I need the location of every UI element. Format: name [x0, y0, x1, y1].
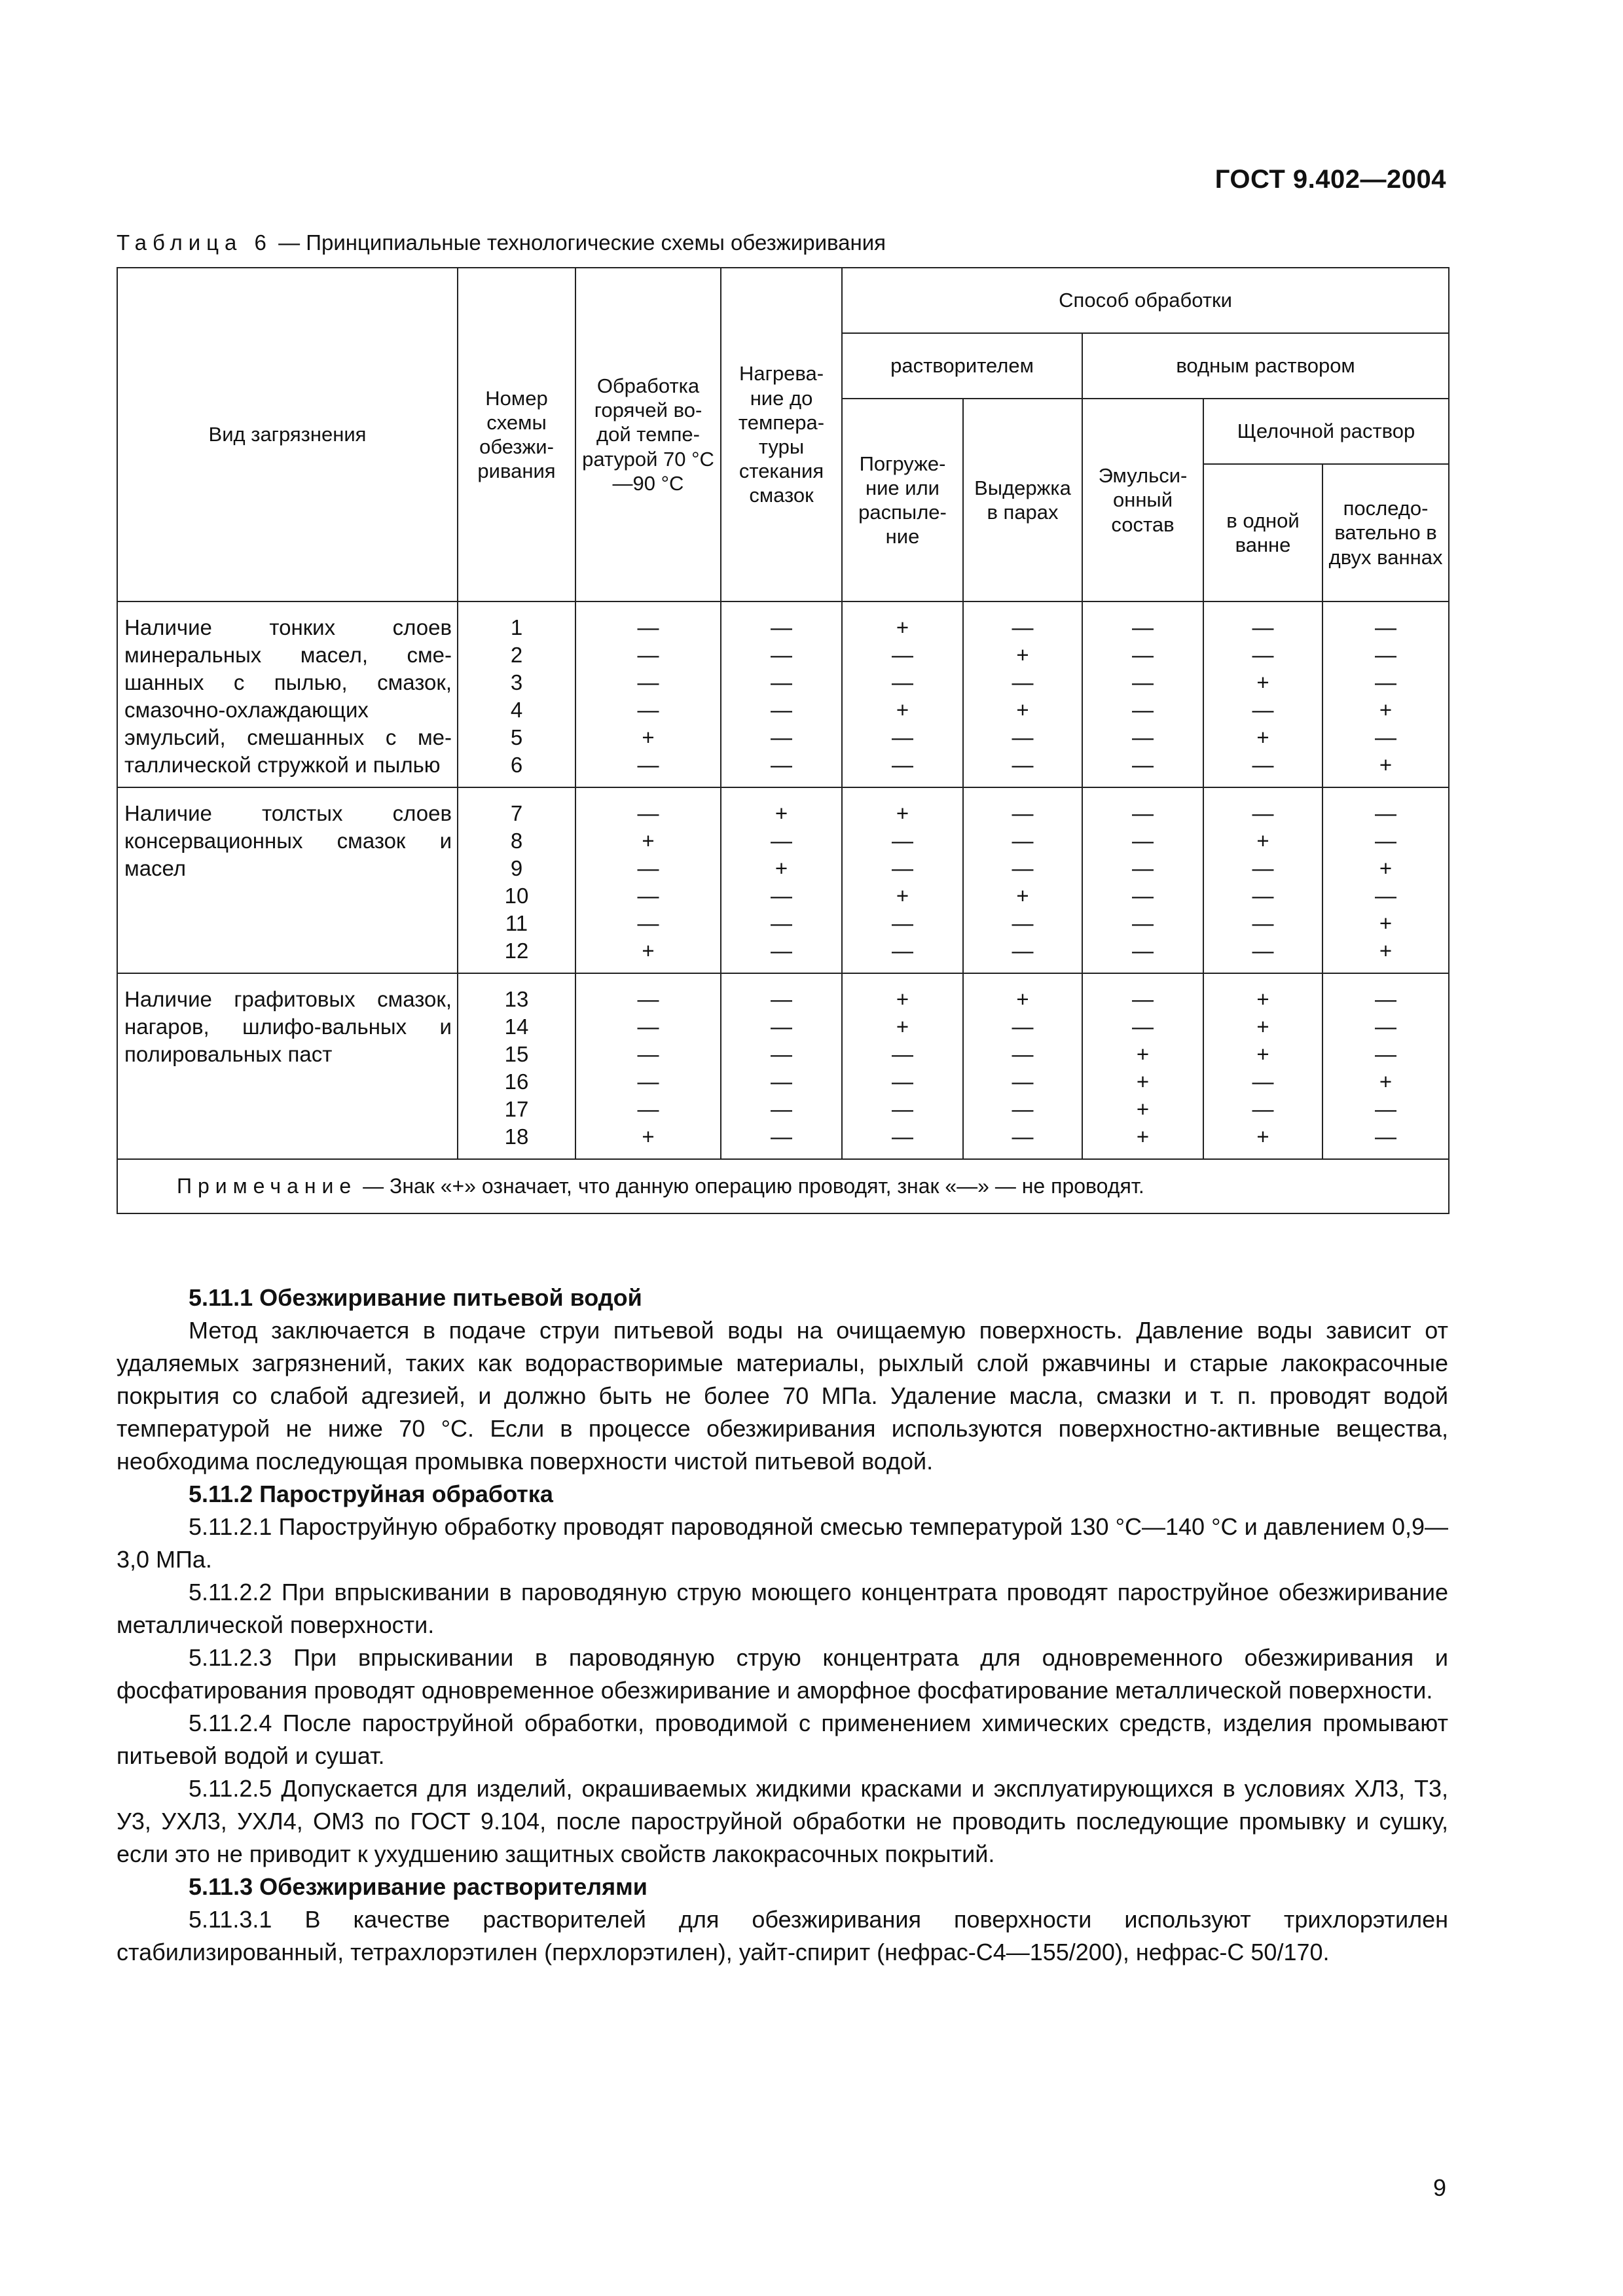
operation-mark: + — [775, 856, 788, 880]
operation-mark: — — [771, 939, 792, 963]
section-5-11-1-title: 5.11.1 Обезжиривание питьевой водой — [189, 1284, 642, 1311]
paragraph-5-11-2-1: 5.11.2.1 Пароструйную обработку проводят пароводяной смесью температурой 130 °С—140 °С и давлением 0,9—3,0 МПа. — [117, 1513, 1448, 1573]
operation-mark: — — [771, 615, 792, 639]
contamination-type: Наличие графитовых смазок, нагаров, шлифо-вальных и полировальных паст — [117, 973, 458, 1159]
operation-mark: — — [892, 670, 913, 694]
operation-mark: — — [637, 698, 659, 722]
operation-mark: + — [642, 939, 655, 963]
operation-mark: — — [892, 856, 913, 880]
operation-mark: — — [1375, 987, 1397, 1011]
operation-mark: — — [1375, 1124, 1397, 1149]
operation-mark: — — [1012, 1124, 1034, 1149]
operation-mark: — — [1375, 1097, 1397, 1121]
section-5-11-1-paragraph: Метод заключается в подаче струи питьевой воды на очищаемую поверхность. Давление воды зависит от удаляемых загрязнений, таких как водорастворимые материалы, рыхлый слой ржавчины и старые лакокрасочные покрытия со слабой адгезией, и должно быть не более 70 МПа. Удаление масла, смазки и т. п. проводят водой температурой не ниже 70 °С. Если в процессе обезжиривания используются поверхностно-активные вещества, необходима последующая промывка поверхности чистой питьевой водой. — [117, 1317, 1448, 1475]
note-prefix: Примечание — [177, 1174, 357, 1198]
operation-mark: — — [1012, 1014, 1034, 1039]
operation-mark: — — [1252, 884, 1274, 908]
operation-mark: + — [1016, 987, 1029, 1011]
section-5-11-3-title: 5.11.3 Обезжиривание растворителями — [189, 1873, 647, 1900]
scheme-number: 6 — [510, 753, 523, 777]
operation-mark: — — [771, 670, 792, 694]
operation-mark: — — [771, 911, 792, 935]
operation-mark: — — [1375, 670, 1397, 694]
operation-mark: — — [1012, 801, 1034, 825]
operation-mark: — — [637, 1097, 659, 1121]
operation-mark: — — [1012, 829, 1034, 853]
operation-mark: + — [1256, 1124, 1269, 1149]
operation-mark: + — [1379, 911, 1393, 935]
operation-column-hot — [575, 601, 721, 787]
header-immersion: Погруже-ние или распыле-ние — [842, 399, 963, 601]
scheme-number: 7 — [510, 801, 523, 825]
operation-mark: — — [892, 939, 913, 963]
operation-column-heat — [721, 973, 842, 1159]
operation-mark: — — [637, 1069, 659, 1094]
scheme-number: 1 — [510, 615, 523, 639]
scheme-number: 8 — [510, 829, 523, 853]
contamination-type: Наличие тонких слоев минеральных масел, сме-шанных с пылью, смазок, смазочно-охлаждающих эмульсий, смешанных с ме-таллической стружкой и пылью — [117, 601, 458, 787]
table-note — [117, 1159, 1449, 1213]
operation-mark: — — [1375, 615, 1397, 639]
operation-column-hot — [575, 787, 721, 973]
header-one-bath: в одной ванне — [1203, 464, 1322, 601]
operation-mark: — — [1012, 1042, 1034, 1066]
operation-mark: + — [642, 829, 655, 853]
operation-mark: + — [1379, 753, 1393, 777]
header-alkaline: Щелочной раствор — [1203, 399, 1449, 464]
operation-mark: — — [771, 987, 792, 1011]
operation-mark: — — [1252, 698, 1274, 722]
operation-mark: + — [775, 801, 788, 825]
operation-mark: — — [637, 1014, 659, 1039]
operation-mark: + — [1136, 1069, 1150, 1094]
operation-mark: — — [637, 801, 659, 825]
scheme-number: 18 — [504, 1124, 529, 1149]
operation-mark: + — [1256, 829, 1269, 853]
header-two-baths: последо-вательно в двух ваннах — [1322, 464, 1449, 601]
degreasing-schemes-table — [117, 267, 1450, 1214]
operation-column-two — [1322, 973, 1449, 1159]
operation-mark: — — [1132, 829, 1154, 853]
paragraph-5-11-2-4: 5.11.2.4 После пароструйной обработки, проводимой с применением химических средств, изделия промывают питьевой водой и сушат. — [117, 1710, 1448, 1769]
operation-column-imm — [842, 973, 963, 1159]
operation-mark: — — [771, 829, 792, 853]
operation-mark: + — [642, 1124, 655, 1149]
table-row-group — [117, 787, 1449, 973]
scheme-number: 13 — [504, 987, 529, 1011]
scheme-numbers — [458, 787, 575, 973]
table-caption-text: — Принципиальные технологические схемы обезжиривания — [272, 230, 886, 255]
operation-mark: — — [892, 725, 913, 749]
operation-mark: — — [1375, 829, 1397, 853]
operation-mark: — — [771, 1069, 792, 1094]
operation-mark: — — [1012, 1097, 1034, 1121]
scheme-number: 17 — [504, 1097, 529, 1121]
operation-mark: + — [1256, 987, 1269, 1011]
operation-mark: — — [637, 1042, 659, 1066]
header-emulsion: Эмульси-онный состав — [1082, 399, 1203, 601]
operation-mark: — — [1375, 801, 1397, 825]
operation-mark: — — [1375, 884, 1397, 908]
operation-mark: — — [1012, 1069, 1034, 1094]
operation-mark: — — [771, 698, 792, 722]
table-caption-prefix: Таблица 6 — [117, 230, 272, 255]
paragraph-5-11-3-1: 5.11.3.1 В качестве растворителей для обезжиривания поверхности используют трихлорэтилен стабилизированный, тетрахлорэтилен (перхлорэтилен), уайт-спирит (нефрас-С4—155/200), нефрас-С 50/170. — [117, 1906, 1448, 1965]
standard-header: ГОСТ 9.402—2004 — [1214, 165, 1446, 194]
operation-mark: + — [896, 884, 909, 908]
operation-mark: + — [1016, 698, 1029, 722]
operation-mark: + — [1379, 1069, 1393, 1094]
scheme-number: 15 — [504, 1042, 529, 1066]
operation-mark: + — [1379, 856, 1393, 880]
scheme-number: 10 — [504, 884, 529, 908]
scheme-numbers — [458, 973, 575, 1159]
operation-mark: — — [1375, 725, 1397, 749]
operation-mark: — — [1132, 856, 1154, 880]
scheme-number: 9 — [510, 856, 523, 880]
note-text: — Знак «+» означает, что данную операцию проводят, знак «—» — не проводят. — [357, 1174, 1144, 1198]
scheme-number: 5 — [510, 725, 523, 749]
operation-column-emu — [1082, 787, 1203, 973]
operation-mark: — — [892, 829, 913, 853]
operation-mark: — — [1252, 615, 1274, 639]
operation-mark: — — [1252, 1097, 1274, 1121]
operation-mark: — — [1012, 939, 1034, 963]
operation-mark: — — [637, 670, 659, 694]
operation-mark: — — [637, 856, 659, 880]
operation-mark: — — [1252, 939, 1274, 963]
operation-mark: + — [896, 801, 909, 825]
operation-column-two — [1322, 601, 1449, 787]
operation-mark: — — [1132, 884, 1154, 908]
scheme-number: 11 — [505, 911, 528, 935]
operation-column-hot — [575, 973, 721, 1159]
operation-mark: — — [1132, 911, 1154, 935]
operation-mark: — — [1132, 643, 1154, 667]
operation-mark: + — [1016, 884, 1029, 908]
operation-mark: + — [896, 615, 909, 639]
header-scheme-number: Номер схемы обезжи-ривания — [458, 268, 575, 601]
operation-mark: — — [1252, 911, 1274, 935]
operation-column-vap — [963, 787, 1082, 973]
contamination-type: Наличие толстых слоев консервационных смазок и масел — [117, 787, 458, 973]
operation-column-vap — [963, 601, 1082, 787]
page-number: 9 — [1432, 2174, 1446, 2201]
operation-mark: + — [1136, 1124, 1150, 1149]
header-vapor: Выдержка в парах — [963, 399, 1082, 601]
operation-column-heat — [721, 787, 842, 973]
operation-mark: + — [1379, 939, 1393, 963]
operation-mark: — — [892, 911, 913, 935]
operation-column-imm — [842, 787, 963, 973]
operation-mark: — — [1252, 753, 1274, 777]
scheme-number: 2 — [510, 643, 523, 667]
operation-mark: — — [771, 1014, 792, 1039]
operation-mark: — — [1252, 856, 1274, 880]
scheme-number: 3 — [510, 670, 523, 694]
operation-mark: — — [1252, 643, 1274, 667]
operation-mark: — — [1252, 1069, 1274, 1094]
operation-mark: + — [1256, 725, 1269, 749]
paragraph-5-11-2-2: 5.11.2.2 При впрыскивании в пароводяную струю моющего концентрата проводят пароструйное обезжиривание металлической поверхности. — [117, 1579, 1448, 1638]
paragraph-5-11-2-3: 5.11.2.3 При впрыскивании в пароводяную струю концентрата для одновременного обезжиривания и фосфатирования проводят одновременное обезжиривание и аморфное фосфатирование металлической поверхности. — [117, 1644, 1448, 1704]
operation-mark: — — [892, 1042, 913, 1066]
operation-mark: — — [1012, 753, 1034, 777]
scheme-number: 14 — [504, 1014, 529, 1039]
operation-mark: — — [892, 643, 913, 667]
header-heating: Нагрева-ние до темпера-туры стекания смазок — [721, 268, 842, 601]
operation-column-two — [1322, 787, 1449, 973]
operation-column-one — [1203, 601, 1322, 787]
operation-mark: — — [1132, 939, 1154, 963]
operation-mark: — — [1012, 670, 1034, 694]
operation-mark: — — [1012, 615, 1034, 639]
operation-mark: + — [1256, 1014, 1269, 1039]
operation-column-imm — [842, 601, 963, 787]
operation-mark: — — [1132, 725, 1154, 749]
operation-mark: — — [637, 987, 659, 1011]
scheme-numbers — [458, 601, 575, 787]
operation-column-vap — [963, 973, 1082, 1159]
header-method: Способ обработки — [842, 268, 1449, 333]
operation-mark: — — [1132, 615, 1154, 639]
operation-column-one — [1203, 787, 1322, 973]
operation-mark: — — [637, 615, 659, 639]
scheme-number: 16 — [504, 1069, 529, 1094]
operation-mark: — — [892, 753, 913, 777]
operation-mark: — — [771, 1097, 792, 1121]
operation-mark: — — [1375, 643, 1397, 667]
operation-mark: + — [642, 725, 655, 749]
operation-mark: + — [1256, 670, 1269, 694]
operation-mark: — — [892, 1069, 913, 1094]
operation-mark: — — [1375, 1014, 1397, 1039]
section-5-11-2-title: 5.11.2 Пароструйная обработка — [189, 1480, 553, 1507]
header-contamination: Вид загрязнения — [117, 268, 458, 601]
operation-mark: + — [896, 698, 909, 722]
operation-mark: — — [771, 753, 792, 777]
scheme-number: 12 — [504, 939, 529, 963]
operation-mark: — — [771, 1042, 792, 1066]
header-hot-water: Обработка горячей во-дой темпе-ратурой 70 °С—90 °С — [575, 268, 721, 601]
operation-mark: — — [1132, 1014, 1154, 1039]
header-aqueous: водным раствором — [1082, 333, 1449, 399]
operation-mark: — — [1132, 753, 1154, 777]
operation-mark: — — [1132, 801, 1154, 825]
operation-mark: + — [1256, 1042, 1269, 1066]
scheme-number: 4 — [510, 698, 523, 722]
operation-mark: + — [896, 987, 909, 1011]
operation-mark: — — [1252, 801, 1274, 825]
operation-mark: + — [1016, 643, 1029, 667]
operation-mark: — — [637, 753, 659, 777]
table-caption — [117, 230, 886, 255]
operation-mark: + — [1136, 1042, 1150, 1066]
operation-mark: — — [1375, 1042, 1397, 1066]
operation-mark: — — [771, 884, 792, 908]
operation-mark: — — [771, 725, 792, 749]
operation-mark: — — [637, 911, 659, 935]
operation-mark: + — [896, 1014, 909, 1039]
header-solvent: растворителем — [842, 333, 1082, 399]
operation-column-one — [1203, 973, 1322, 1159]
operation-mark: — — [1132, 987, 1154, 1011]
operation-mark: — — [637, 884, 659, 908]
paragraph-5-11-2-5: 5.11.2.5 Допускается для изделий, окрашиваемых жидкими красками и эксплуатирующихся в условиях ХЛ3, Т3, У3, УХЛ3, УХЛ4, ОМ3 по ГОСТ 9.104, после пароструйной обработки не проводить последующие промывку и сушку, если это не приводит к ухудшению защитных свойств лакокрасочных покрытий. — [117, 1775, 1448, 1867]
operation-mark: — — [1012, 856, 1034, 880]
operation-mark: — — [771, 643, 792, 667]
operation-mark: — — [771, 1124, 792, 1149]
operation-mark: — — [637, 643, 659, 667]
operation-mark: — — [1132, 670, 1154, 694]
body-text — [117, 1282, 1448, 1969]
table-row-group — [117, 601, 1449, 787]
operation-mark: — — [1012, 725, 1034, 749]
operation-column-emu — [1082, 601, 1203, 787]
operation-mark: — — [1012, 911, 1034, 935]
table-body — [117, 601, 1449, 1159]
operation-mark: — — [892, 1124, 913, 1149]
operation-column-emu — [1082, 973, 1203, 1159]
table-row-group — [117, 973, 1449, 1159]
operation-mark: — — [1132, 698, 1154, 722]
operation-mark: — — [892, 1097, 913, 1121]
operation-mark: + — [1136, 1097, 1150, 1121]
operation-mark: + — [1379, 698, 1393, 722]
operation-column-heat — [721, 601, 842, 787]
